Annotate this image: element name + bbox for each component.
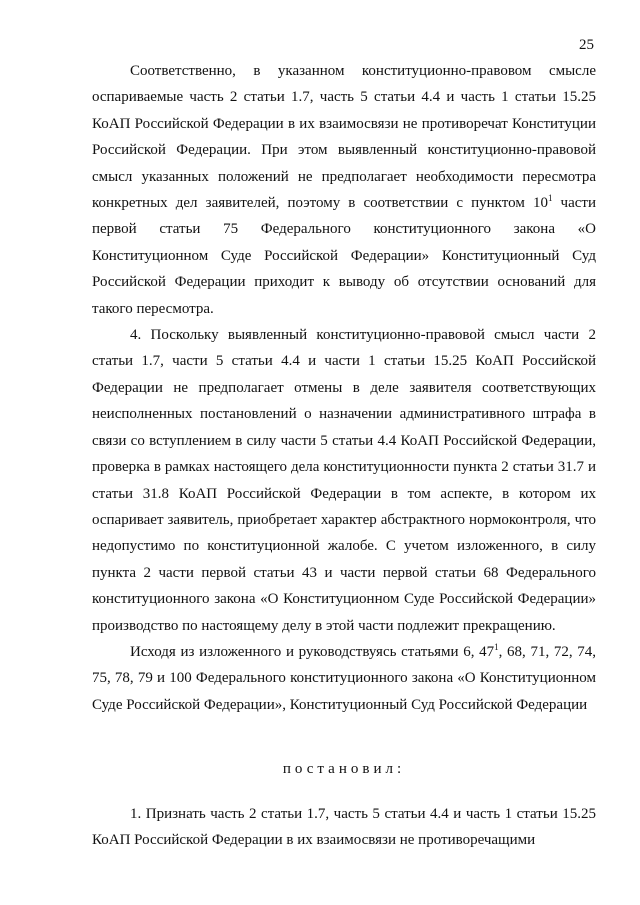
paragraph-grounds (92, 639, 596, 718)
paragraph-text: 4. Поскольку выявленный конституционно-правовой смысл части 2 статьи 1.7, части 5 статьи 4.4 и части 1 статьи 15.25 КоАП Российской Федерации не предполагает отмены в деле заявителя соответствующих неисполненных постановлений о назначении административного штрафа в связи со вступлением в силу части 5 статьи 4.4 КоАП Российской Федерации, проверка в рамках настоящего дела конституционности пункта 2 статьи 31.7 и статьи 31.8 КоАП Российской Федерации в том аспекте, в котором их оспаривает заявитель, приобретает характер абстрактного нормоконтроля, что недопустимо по конституционной жалобе. С учетом изложенного, в силу пункта 2 части первой статьи 43 и части первой статьи 68 Федерального конституционного закона «О Конституционном Суде Российской Федерации» производство по настоящему делу в этой части подлежит прекращению. (92, 327, 596, 634)
paragraph-item-4 (92, 322, 596, 639)
superscript-index: 1 (494, 641, 499, 652)
resolution-heading: постановил: (282, 761, 406, 778)
paragraph-resolution-1: 1. Признать часть 2 статьи 1.7, часть 5 статьи 4.4 и часть 1 статьи 15.25 КоАП Российской Федерации в их взаимосвязи не противоречащими (92, 805, 596, 848)
paragraph-conclusion (92, 58, 596, 322)
document-body (92, 58, 596, 853)
paragraph-text: части первой статьи 75 Федерального конституционного закона «О Конституционном Суде Российской Федерации» Конституционный Суд Российской Федерации приходит к выводу об отсутствии оснований для такого пересмотра. (92, 195, 597, 317)
superscript-index: 1 (547, 193, 553, 204)
paragraph-text: Соответственно, в указанном конституционно-правовом смысле оспариваемые часть 2 статьи 1.7, часть 5 статьи 4.4 и часть 1 статьи 15.25 КоАП Российской Федерации в их взаимосвязи не противоречат Конституции Российской Федерации. При этом выявленный конституционно-правовой смысл указанных положений не предполагает необходимости пересмотра конкретных дел заявителей, поэтому в соответствии с пунктом 10 (92, 63, 596, 212)
page-number: 25 (579, 37, 594, 53)
paragraph-text: Исходя из изложенного и руководствуясь статьями 6, 47 (130, 643, 495, 660)
paragraph-text: , 68, 71, 72, 74, 75, 78, 79 и 100 Федерального конституционного закона «О Конституционном Суде Российской Федерации», Конституционный Суд Российской Федерации (92, 643, 596, 713)
